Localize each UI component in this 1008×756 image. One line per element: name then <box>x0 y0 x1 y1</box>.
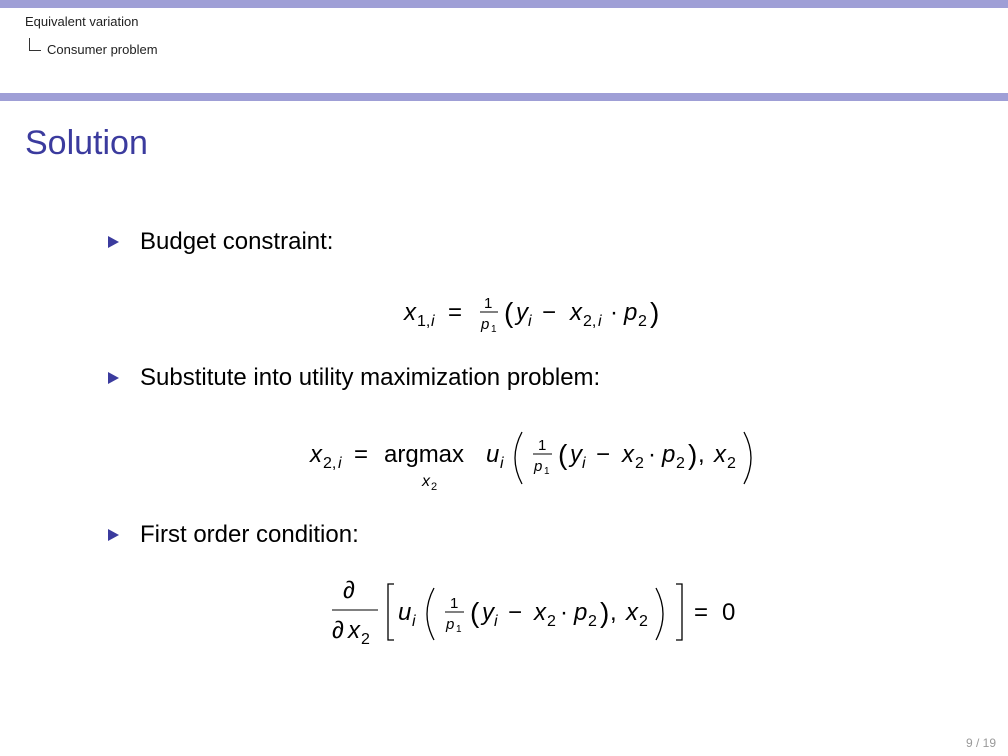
svg-text:x: x <box>310 441 322 468</box>
bullet-first-order-condition: First order condition: <box>140 521 359 548</box>
svg-text:u: u <box>398 599 412 626</box>
svg-text:=: = <box>448 299 463 326</box>
svg-text:p: p <box>534 458 543 475</box>
svg-text:0: 0 <box>722 599 736 626</box>
svg-text:x: x <box>626 599 638 626</box>
svg-text:·: · <box>560 599 568 626</box>
svg-text:x: x <box>534 599 546 626</box>
svg-text:2,: 2, <box>323 455 337 472</box>
svg-text:2: 2 <box>639 613 648 630</box>
svg-text:2: 2 <box>638 313 647 330</box>
svg-text:1: 1 <box>484 295 493 312</box>
svg-text:1: 1 <box>544 466 550 477</box>
svg-text:∂: ∂ <box>343 577 355 604</box>
svg-text:y: y <box>516 299 528 326</box>
svg-text:x: x <box>570 299 582 326</box>
svg-text:−: − <box>542 299 557 326</box>
svg-text:x: x <box>348 617 360 644</box>
svg-text:2: 2 <box>547 613 556 630</box>
svg-text:i: i <box>598 313 602 330</box>
svg-text:(: ( <box>558 439 568 470</box>
breadcrumb-section: Equivalent variation <box>25 14 139 29</box>
bullet-marker-icon <box>108 529 119 541</box>
svg-text:i: i <box>412 613 416 630</box>
svg-text:·: · <box>610 299 618 326</box>
bullet-budget-constraint: Budget constraint: <box>140 228 334 255</box>
svg-text:p: p <box>624 299 638 326</box>
svg-text:=: = <box>694 599 709 626</box>
svg-text:2: 2 <box>431 481 438 493</box>
svg-text:(: ( <box>470 597 480 628</box>
bullet-marker-icon <box>108 236 119 248</box>
svg-text:p: p <box>481 316 490 333</box>
page-number: 9 / 19 <box>965 736 996 750</box>
svg-text:1,: 1, <box>417 313 431 330</box>
svg-text:p: p <box>574 599 588 626</box>
svg-text:2,: 2, <box>583 313 597 330</box>
bullet-substitute: Substitute into utility maximization problem: <box>140 364 601 391</box>
svg-text:1: 1 <box>450 595 459 612</box>
svg-text:x: x <box>404 299 416 326</box>
svg-text:): ) <box>650 297 660 328</box>
svg-text:−: − <box>508 599 523 626</box>
svg-text:2: 2 <box>361 631 370 648</box>
svg-text:u: u <box>486 441 500 468</box>
svg-text:y: y <box>570 441 582 468</box>
svg-text:2: 2 <box>588 613 597 630</box>
svg-text:x: x <box>622 441 634 468</box>
svg-text:p: p <box>446 616 455 633</box>
svg-text:2: 2 <box>635 455 644 472</box>
svg-text:i: i <box>528 313 532 330</box>
svg-text:1: 1 <box>456 624 462 635</box>
svg-text:=: = <box>354 441 369 468</box>
svg-text:1: 1 <box>491 324 497 335</box>
breadcrumb-connector-icon <box>29 38 41 51</box>
equation-utility-maximization <box>308 426 768 501</box>
svg-text:∂: ∂ <box>332 617 344 644</box>
svg-text:i: i <box>431 313 435 330</box>
svg-text:−: − <box>596 441 611 468</box>
svg-text:i: i <box>338 455 342 472</box>
svg-text:2: 2 <box>727 455 736 472</box>
svg-text:i: i <box>500 455 504 472</box>
svg-text:1: 1 <box>538 437 547 454</box>
equation-budget-constraint <box>400 290 680 343</box>
equation-first-order-condition <box>326 570 756 659</box>
top-header-bar <box>0 0 1008 8</box>
svg-text:x: x <box>422 473 430 490</box>
svg-text:): ) <box>600 597 610 628</box>
svg-text:y: y <box>482 599 494 626</box>
svg-text:,: , <box>610 599 617 626</box>
svg-text:argmax: argmax <box>384 441 465 468</box>
svg-text:i: i <box>582 455 586 472</box>
breadcrumb-subsection: Consumer problem <box>47 42 158 57</box>
svg-text:p: p <box>662 441 676 468</box>
svg-text:): ) <box>688 439 698 470</box>
svg-text:·: · <box>648 441 656 468</box>
svg-text:2: 2 <box>676 455 685 472</box>
svg-text:x: x <box>714 441 726 468</box>
svg-text:(: ( <box>504 297 514 328</box>
svg-text:,: , <box>698 441 705 468</box>
slide-title: Solution <box>25 124 148 162</box>
bullet-marker-icon <box>108 372 119 384</box>
header-divider-bar <box>0 93 1008 101</box>
svg-text:i: i <box>494 613 498 630</box>
